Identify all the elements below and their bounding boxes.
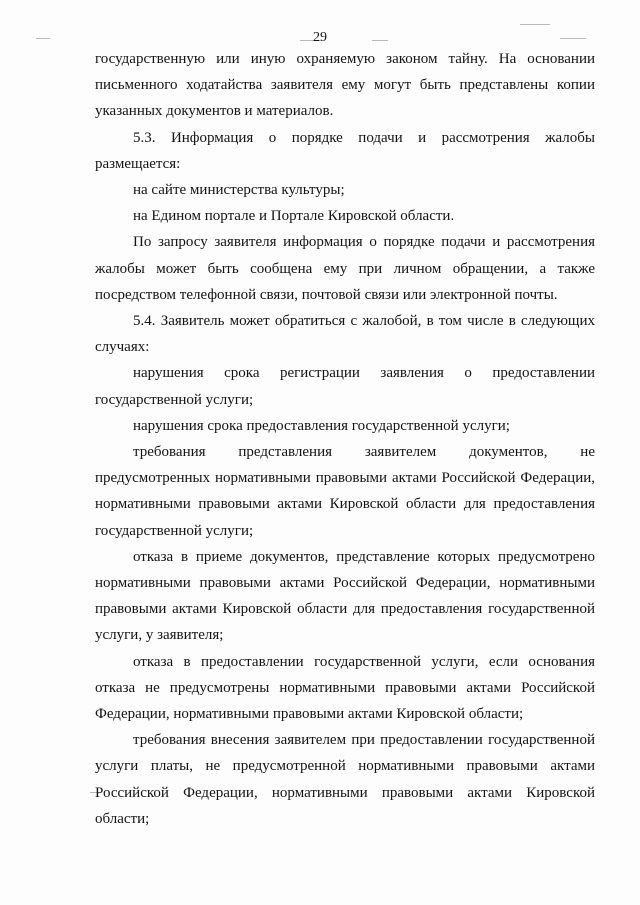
list-item: на Едином портале и Портале Кировской области. [133,208,455,225]
scan-artifact [520,24,550,25]
list-item: на сайте министерства культуры; [133,182,345,199]
list-item: отказа в приеме документов, представление которых предусмотрено нормативными правовыми актами Российской Федерации, нормативными правовыми актами Кировской области для предоставления государственной услуги, у заявителя; [95,548,595,644]
paragraph-continuation: государственную или иную охраняемую законом тайну. На основании письменного ходатайства заявителя ему могут быть представлены копии указанных документов и материалов. [95,51,595,120]
list-item: нарушения срока регистрации заявления о предоставлении государственной услуги; [95,365,595,408]
paragraph-5-3: 5.3. Информация о порядке подачи и рассмотрения жалобы размещается: [95,129,595,172]
paragraph-request-info: По запросу заявителя информация о порядке подачи и рассмотрения жалобы может быть сообщена ему при личном обращении, а также посредством телефонной связи, почтовой связи или электронной почты. [95,234,595,303]
page-number: 29 [313,30,327,45]
document-body [95,46,595,832]
list-item: требования представления заявителем документов, не предусмотренных нормативными правовыми актами Российской Федерации, нормативными правовыми актами Кировской области для предоставления государственной услуги; [95,444,595,539]
list-item: нарушения срока предоставления государственной услуги; [133,417,510,434]
paragraph-5-4: 5.4. Заявитель может обратиться с жалобой, в том числе в следующих случаях: [95,313,595,356]
list-item: требования внесения заявителем при предоставлении государственной услуги платы, не предусмотренной нормативными правовыми актами Российской Федерации, нормативными правовыми актами Кировской области; [95,732,595,827]
list-item: отказа в предоставлении государственной услуги, если основания отказа не предусмотрены нормативными правовыми актами Российской Федерации, нормативными правовыми актами Кировской области; [95,653,595,723]
